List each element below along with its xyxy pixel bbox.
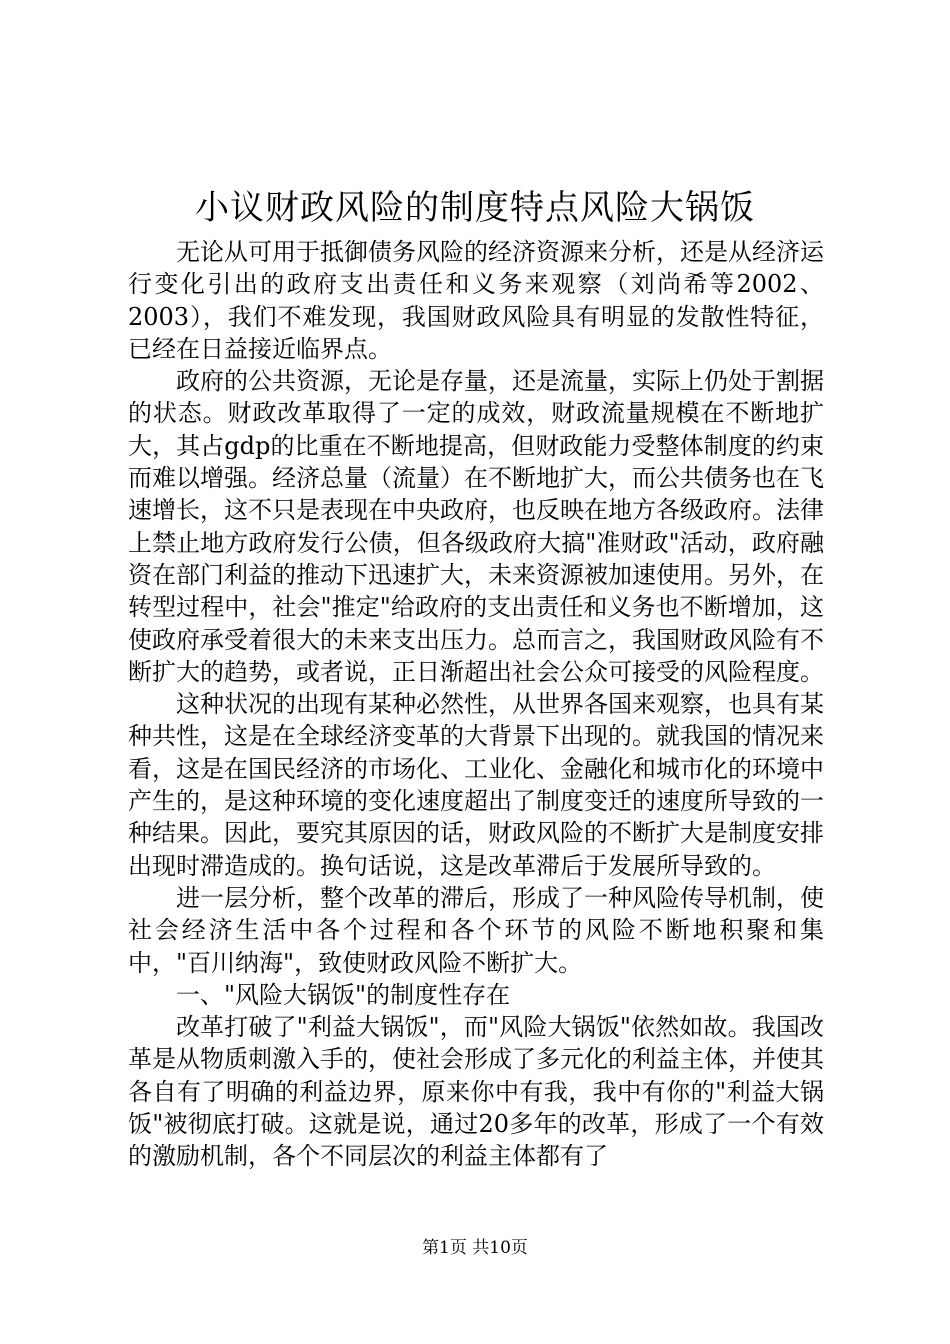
paragraph: 政府的公共资源，无论是存量，还是流量，实际上仍处于割据的状态。财政改革取得了一定的成效，财政流量规模在不断地扩大，其占gdp的比重在不断地提高，但财政能力受整体制度的约束而难以增强。经济总量（流量）在不断地扩大，而公共债务也在飞速增长，这不只是表现在中央政府，也反映在地方各级政府。法律上禁止地方政府发行公债，但各级政府大搞"准财政"活动，政府融资在部门利益的推动下迅速扩大，未来资源被加速使用。另外，在转型过程中，社会"推定"给政府的支出责任和义务也不断增加，这使政府承受着很大的未来支出压力。总而言之，我国财政风险有不断扩大的趋势，或者说，正日渐超出社会公众可接受的风险程度。 [128,367,824,686]
page-footer [0,1236,950,1260]
section-heading: 一、"风险大锅饭"的制度性存在 [176,980,511,1009]
paragraph: 改革打破了"利益大锅饭"，而"风险大锅饭"依然如故。我国改革是从物质刺激入手的，使社会形成了多元化的利益主体，并使其各自有了明确的利益边界，原来你中有我，我中有你的"利益大锅饭"被彻底打破。这就是说，通过20多年的改革，形成了一个有效的激励机制，各个不同层次的利益主体都有了 [128,1013,824,1171]
paragraph: 无论从可用于抵御债务风险的经济资源来分析，还是从经济运行变化引出的政府支出责任和义务来观察（刘尚希等2002、2003），我们不难发现，我国财政风险具有明显的发散性特征，已经在日益接近临界点。 [128,238,824,363]
paragraph: 这种状况的出现有某种必然性，从世界各国来观察，也具有某种共性，这是在全球经济变革的大背景下出现的。就我国的情况来看，这是在国民经济的市场化、工业化、金融化和城市化的环境中产生的，是这种环境的变化速度超出了制度变迁的速度所导致的一种结果。因此，要究其原因的话，财政风险的不断扩大是制度安排出现时滞造成的。换句话说，这是改革滞后于发展所导致的。 [128,690,824,880]
paragraph: 进一层分析，整个改革的滞后，形成了一种风险传导机制，使社会经济生活中各个过程和各个环节的风险不断地积聚和集中，"百川纳海"，致使财政风险不断扩大。 [128,883,824,977]
document-body [128,236,824,1173]
page-number: 第1页 共10页 [422,1238,528,1258]
document-title: 小议财政风险的制度特点风险大锅饭 [195,188,755,228]
